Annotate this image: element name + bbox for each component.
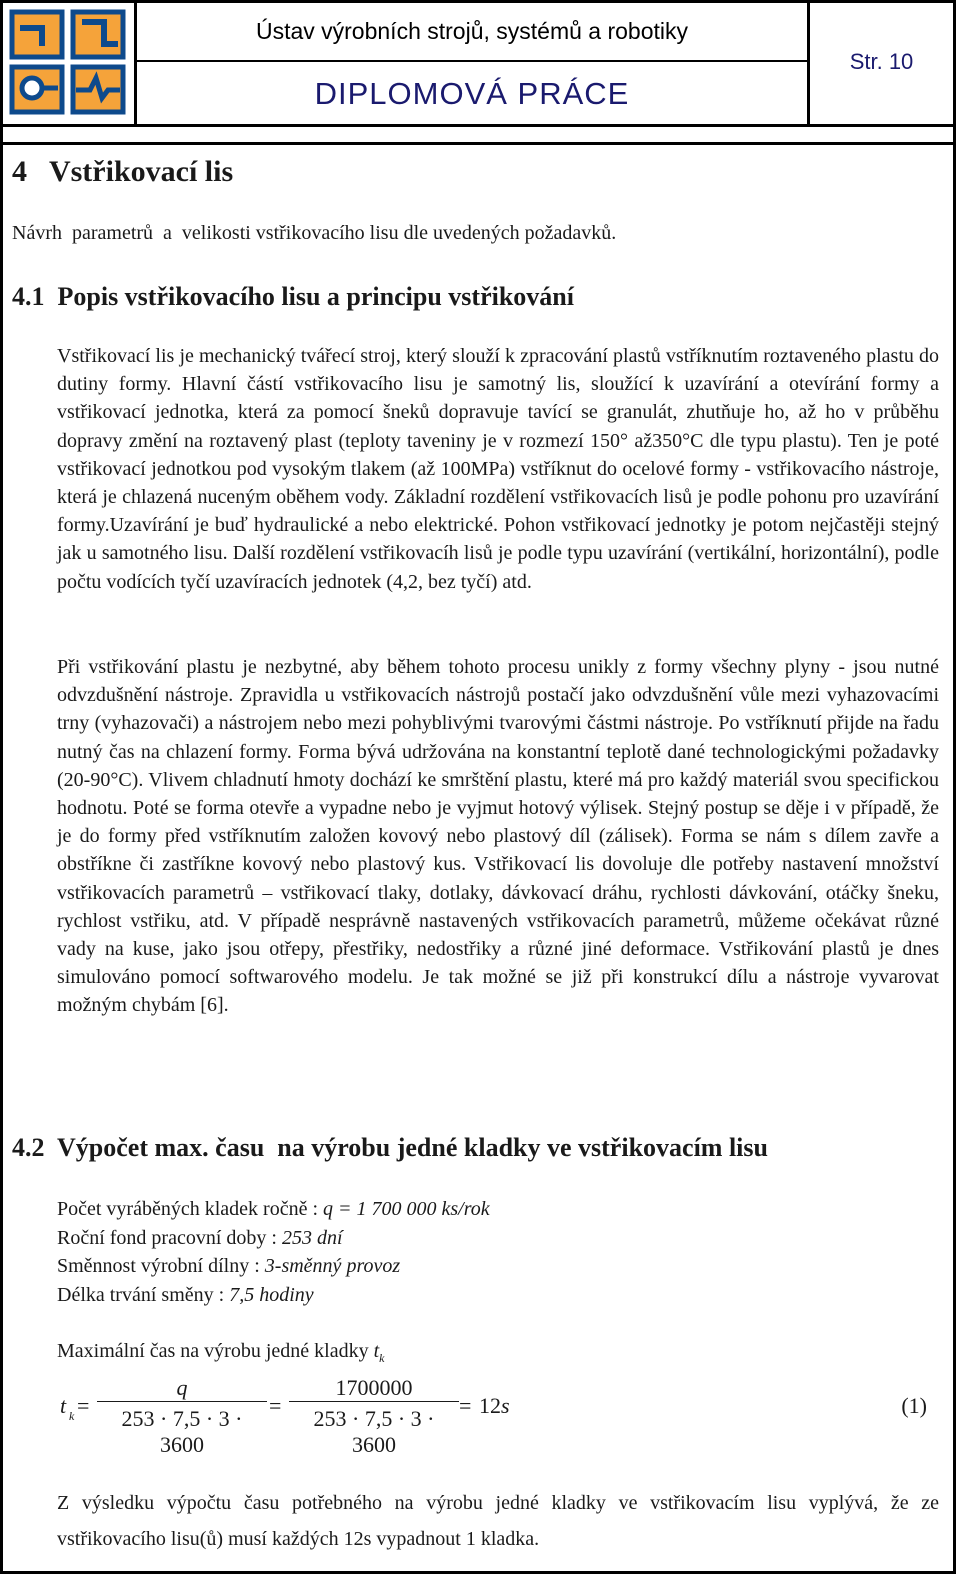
eq-equals-3: = xyxy=(459,1393,472,1418)
institute-name: Ústav výrobních strojů, systémů a robotiky xyxy=(137,0,807,62)
header-title-box xyxy=(137,0,810,124)
equation-intro-text: Maximální čas na výrobu jedné kladky xyxy=(57,1340,369,1362)
page-header xyxy=(0,0,956,127)
param-row xyxy=(57,1195,490,1224)
param-label: Délka trvání směny : xyxy=(57,1283,230,1306)
institute-logo xyxy=(0,0,137,124)
parameter-list xyxy=(57,1195,490,1309)
eq-result xyxy=(479,1393,510,1419)
eq-denominator-2: 253 · 7,5 · 3 · 3600 xyxy=(313,1406,435,1457)
param-row xyxy=(57,1252,490,1281)
param-value: 7,5 hodiny xyxy=(229,1283,314,1306)
eq-denominator-1: 253 · 7,5 · 3 · 3600 xyxy=(121,1406,243,1457)
param-row xyxy=(57,1281,490,1310)
param-value: 3-směnný provoz xyxy=(264,1255,401,1277)
eq-fraction-2 xyxy=(289,1375,459,1458)
equation-intro-subscript: k xyxy=(379,1351,385,1365)
eq-equals-1: = xyxy=(77,1393,90,1418)
eq-fraction-1 xyxy=(97,1375,267,1458)
eq-number: (1) xyxy=(901,1393,927,1418)
param-label: Počet vyráběných kladek ročně : xyxy=(57,1198,324,1220)
section-4-1-heading: 4.1 Popis vstřikovacího lisu a principu vstřikování xyxy=(12,282,574,311)
eq-result-value: 12 xyxy=(479,1393,501,1418)
section-4-1-paragraph-1: Vstřikovací lis je mechanický tvářecí stroj, který slouží k zpracování plastů vstříknutím roztaveného plastu do dutiny formy. Hlavní částí vstřikovacího lisu je samotný lis, sloužící k uzavírání a otevírání formy a vstřikovací jednotka, která za pomocí šneků dopravuje tavící se granulát, zhutňuje ho, až ho v průběhu dopravy změní na roztavený plast (teploty taveniny je v rozmezí 150° až350°C dle typu plastu). Ten je poté vstřikovací jednotkou pod vysokým tlakem (až 100MPa) vstříknut do ocelové formy - vstřikovacího nástroje, která je chlazená nuceným oběhem vody. Základní rozdělení vstřikovacích lisů je podle pohonu pro uzavírání formy.Uzavírání je buď hydraulické a nebo elektrické. Pohon vstřikovací jednotky je potom nejčastěji stejný jak u samotného lisu. Další rozdělení vstřikovacíh lisů je podle typu uzavírání (vertikální, horizontální), podle počtu vodících tyčí uzavíracích jednotek (4,2, bez tyčí) atd. xyxy=(57,345,939,593)
logo-icon xyxy=(0,0,134,124)
eq-lhs: t xyxy=(60,1393,67,1418)
equation-intro xyxy=(57,1340,384,1366)
param-value: 253 dní xyxy=(281,1226,343,1249)
eq-numerator-1: q xyxy=(176,1375,188,1400)
param-row xyxy=(57,1224,490,1253)
page-number: Str. 10 xyxy=(849,49,914,74)
conclusion-paragraph: Z výsledku výpočtu času potřebného na výrobu jedné kladky ve vstřikovacím lisu vyplývá, že ze vstřikovacího lisu(ů) musí každých 12s vypadnout 1 kladka. xyxy=(57,1492,939,1550)
section-4-1-paragraph-2: Při vstřikování plastu je nezbytné, aby během tohoto procesu unikly z formy všechny plyny - jsou nutné odvzdušnění nástroje. Zpravidla u vstřikovacích nástrojů postačí jako odvzdušnění vůle mezi vyhazovacími trny (vyhazovači) a nástrojem nebo mezi pohyblivými tvarovými částmi nástroje. Po vstříknutí přijde na řadu nutný čas na chlazení formy. Forma bývá udržována na konstantní teplotě dané technologickými požadavky (20-90°C). Vlivem chladnutí hmoty dochází ke smrštění plastu, které má pro každý materiál svou specifickou hodnotu. Poté se forma otevře a vypadne nebo je vyjmut hotový výlisek. Stejný postup se děje i v případě, že je do formy před vstříknutím založen kovový nebo plastový díl (zálisek). Forma se nám s dílem zavře a obstříkne či zastříkne kovový nebo plastový kus. Vstřikovací lis dovoluje dle potřeby nastavení množství vstřikovacích parametrů – vstřikovací tlaky, dotlaky, dávkovací dráhu, rychlosti dávkování, otáčky šneku, rychlost vstřiku, atd. V případě nesprávně nastavených vstřikovacích parametrů, můžeme očekávat různé vady na kuse, jako jsou otřepy, přestřiky, nedostřiky a různé jiné deformace. Vstřikování plastů je dnes simulováno pomocí softwarového modelu. Je tak možné se již při konstrukcí dílu a nástroje vyvarovat možným chybám [6]. xyxy=(57,656,939,1017)
eq-numerator-2: 1700000 xyxy=(335,1375,413,1400)
eq-lhs-subscript: k xyxy=(69,1409,75,1423)
param-label: Roční fond pracovní doby : xyxy=(57,1226,282,1249)
equation-intro-symbol: t xyxy=(373,1340,380,1362)
eq-equals-2: = xyxy=(269,1393,282,1418)
header-divider xyxy=(3,142,953,145)
equation-1 xyxy=(57,1375,927,1457)
eq-result-unit: s xyxy=(501,1393,510,1418)
param-value: q = 1 700 000 ks/rok xyxy=(323,1198,490,1220)
section-4-2-heading: 4.2 Výpočet max. času na výrobu jedné kladky ve vstřikovacím lisu xyxy=(12,1133,768,1162)
section-4-intro: Návrh parametrů a velikosti vstřikovacího lisu dle uvedených požadavků. xyxy=(12,222,617,244)
section-4-heading: 4 Vstřikovací lis xyxy=(12,155,234,188)
param-label: Směnnost výrobní dílny : xyxy=(57,1255,265,1277)
document-type: DIPLOMOVÁ PRÁCE xyxy=(314,76,630,111)
